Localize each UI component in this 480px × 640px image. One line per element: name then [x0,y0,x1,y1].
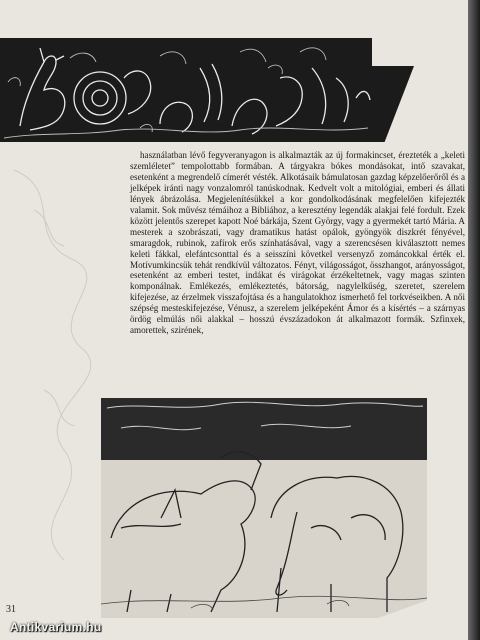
watermark-text: Antikvarium.hu [10,620,102,634]
animals-engraving [101,398,427,618]
page-number: 31 [6,604,16,615]
bird-frieze-engraving [0,38,372,142]
frieze-extension [372,66,414,142]
body-text: használatban lévő fegyveranyagon is alkalmazták az új formakincset, érezteték a „keleti szemléletet” tempolottabb formában. A tárgyakra bókes mondásokat, intő szavakat, esetenként a megrendelő címerét vésték. Alkotásaik bámulatosan gazdag képzelőerőről és a jelképek iránti nagy vonzalomról tanúskodnak. Kedvelt volt a mitológiai, emberi és állati lények ábrázolása. Megjelenítésükkel a kor gondolkodásának megfelelően kifejezték valamit. Sok művész témáihoz a Bibliához, a keresztény legendák alakjai felé fordult. Ezek között jelentős szerepet kapott Noé bárkája, Szent György, vagy a gyermekét tartó Mária. A mesterek a szobrászati, vagy dramatikus hatást opálok, gyöngyök diszkrét fényével, smaragdok, rubinok, zafírok erős színhatásával, vagy a szerencsésen kiválasztott nemes keleti fákkal, elefántcsonttal és a seisszíni követkel versenyző zománcokkal érték el. Motívumkincsük tehát rendkívül változatos. Fényt, világosságot, összhangot, arányosságot, esetenként az emberi testet, indákat és virágokat érzékeltetnek, vagy magas szinten komponálnak. Emlékezés, emlékeztetés, bátorság, nagylelkűség, szeretet, szerelem kifejezése, az érzelmek visszafojtása és a hangulatokhoz ismerhető fel torkvéseikben. A női szépség mesteskifejezése, Vénusz, a szerelem jelképeként Ámor és a kísértés – a szárnyas ördög elmúlás női alakkal – hosszú évszázadokon át alkalmazott formák. Szfinxek, amorettek, szirének, [130,150,465,336]
page-edge-shadow [468,0,480,640]
